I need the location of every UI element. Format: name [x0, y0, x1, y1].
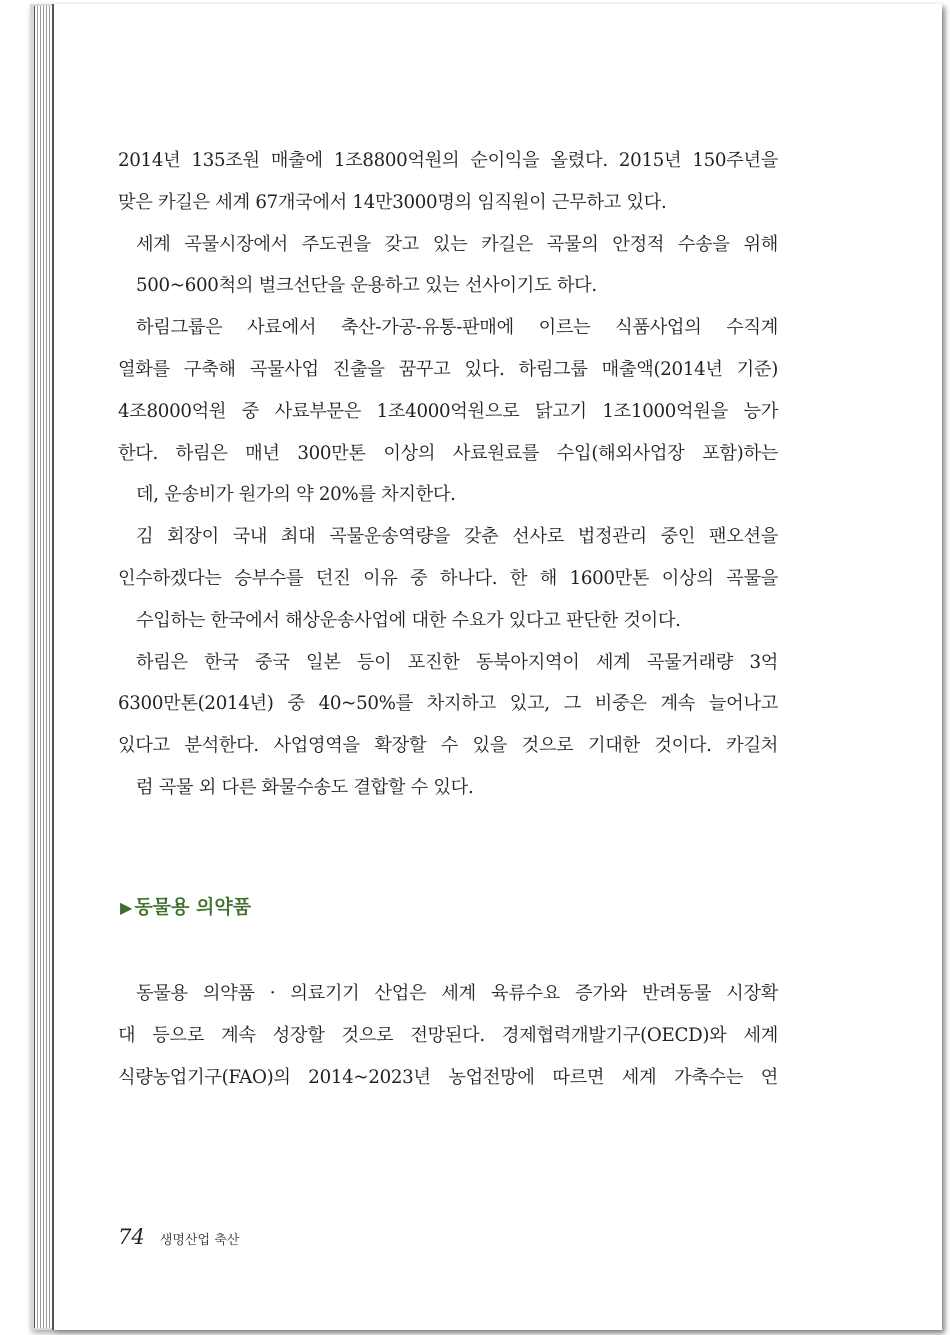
text-line: 동물용 의약품 · 의료기기 산업은 세계 육류수요 증가와 반려동물 시장확	[136, 983, 778, 1004]
paragraph-1	[118, 140, 778, 224]
page-footer	[118, 1225, 239, 1249]
text-line: 럼 곡물 외 다른 화물수송도 결합할 수 있다.	[136, 776, 474, 798]
paragraph-5	[118, 642, 778, 809]
page-number: 74	[118, 1225, 145, 1249]
text-line: 있다고 분석한다. 사업영역을 확장할 수 있을 것으로 기대한 것이다. 카길처	[118, 735, 778, 757]
book-title: 생명산업 축산	[159, 1233, 240, 1248]
text-line: 인수하겠다는 승부수를 던진 이유 중 하나다. 한 해 1600만톤 이상의 곡물을	[118, 567, 778, 589]
paragraph-6	[118, 973, 778, 1098]
text-line: 식량농업기구(FAO)의 2014~2023년 농업전망에 따르면 세계 가축수는 연	[118, 1066, 778, 1088]
text-line: 맞은 카길은 세계 67개국에서 14만3000명의 임직원이 근무하고 있다.	[118, 191, 667, 213]
paragraph-4	[118, 516, 778, 641]
text-line: 2014년 135조원 매출에 1조8800억원의 순이익을 올렸다. 2015년 150주년을	[118, 150, 778, 171]
text-line: 열화를 구축해 곡물사업 진출을 꿈꾸고 있다. 하림그룹 매출액(2014년 기준)	[118, 358, 778, 380]
text-line: 수입하는 한국에서 해상운송사업에 대한 수요가 있다고 판단한 것이다.	[136, 609, 681, 631]
text-line: 대 등으로 계속 성장할 것으로 전망된다. 경제협력개발기구(OECD)와 세계	[118, 1024, 778, 1046]
paragraph-2	[118, 224, 778, 308]
section-heading	[120, 892, 251, 919]
triangle-right-icon: ▶	[120, 898, 133, 917]
text-line: 데, 운송비가 원가의 약 20%를 차지한다.	[136, 484, 456, 506]
text-line: 김 회장이 국내 최대 곡물운송역량을 갖춘 선사로 법정관리 중인 팬오션을	[136, 526, 778, 548]
body-text-top	[118, 140, 778, 809]
text-line: 4조8000억원 중 사료부문은 1조4000억원으로 닭고기 1조1000억원을 능가	[118, 400, 778, 422]
text-line: 500~600척의 벌크선단을 운용하고 있는 선사이기도 하다.	[136, 275, 597, 297]
text-line: 세계 곡물시장에서 주도권을 갖고 있는 카길은 곡물의 안정적 수송을 위해	[136, 233, 778, 255]
text-line: 6300만톤(2014년) 중 40~50%를 차지하고 있고, 그 비중은 계속 늘어나고	[118, 693, 778, 715]
text-line: 한다. 하림은 매년 300만톤 이상의 사료원료를 수입(해외사업장 포함)하는	[118, 442, 778, 464]
section-title: 동물용 의약품	[134, 896, 252, 918]
body-text-bottom	[118, 973, 778, 1098]
text-line: 하림은 한국 중국 일본 등이 포진한 동북아지역이 세계 곡물거래량 3억	[136, 651, 778, 673]
paragraph-3	[118, 307, 778, 516]
text-line: 하림그룹은 사료에서 축산-가공-유통-판매에 이르는 식품사업의 수직계	[136, 317, 778, 339]
